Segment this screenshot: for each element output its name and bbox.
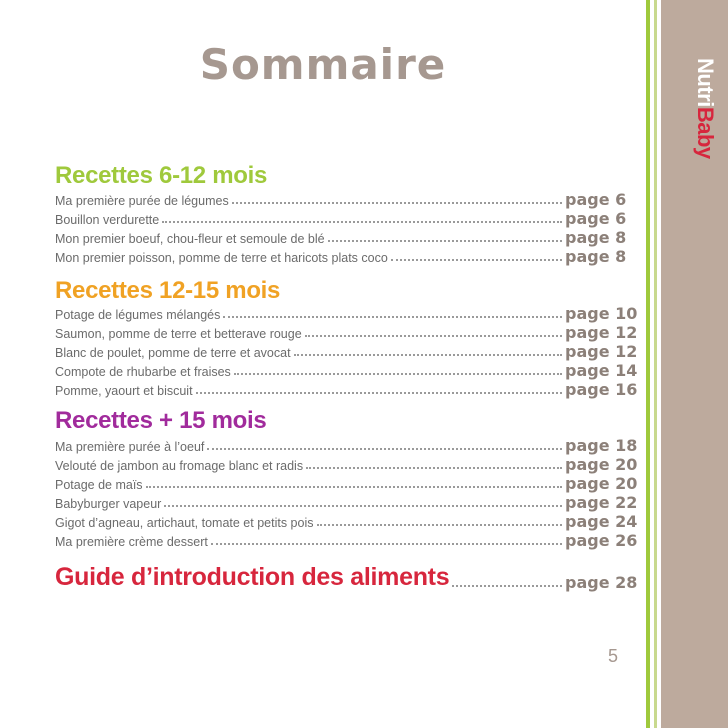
toc-label: Pomme, yaourt et biscuit — [55, 384, 193, 398]
toc-page: page 18 — [565, 436, 638, 455]
toc-row[interactable] — [55, 360, 638, 380]
dot-leader — [328, 240, 562, 242]
brand-logo — [670, 58, 718, 188]
page-title: Sommaire — [199, 40, 447, 89]
toc-label: Saumon, pomme de terre et betterave rouge — [55, 327, 302, 341]
toc-row[interactable] — [55, 322, 638, 342]
dot-leader — [223, 316, 562, 318]
toc-row[interactable] — [55, 379, 638, 399]
green-stripe — [646, 0, 650, 728]
toc-row[interactable] — [55, 303, 638, 323]
guide-label: Guide d’introduction des aliments — [55, 563, 450, 591]
dot-leader — [317, 524, 563, 526]
toc-page: page 26 — [565, 531, 638, 550]
toc-row[interactable] — [55, 208, 635, 228]
toc-label: Ma première purée de légumes — [55, 194, 229, 208]
toc-page: page 20 — [565, 455, 638, 474]
brand-part-2: Baby — [693, 106, 718, 159]
toc-row[interactable] — [55, 435, 638, 455]
brand-part-1: Nutri — [693, 58, 718, 107]
toc-label: Mon premier boeuf, chou-fleur et semoule de blé — [55, 232, 325, 246]
toc-label: Ma première purée à l’oeuf — [55, 440, 205, 454]
toc-row[interactable] — [55, 227, 635, 247]
light-green-stripe — [654, 0, 657, 728]
toc-row[interactable] — [55, 246, 635, 266]
dot-leader — [162, 221, 562, 223]
toc-label: Babyburger vapeur — [55, 497, 162, 511]
toc-row[interactable] — [55, 341, 638, 361]
dot-leader — [306, 467, 562, 469]
dot-leader — [196, 392, 562, 394]
toc-row[interactable] — [55, 473, 638, 493]
dot-leader — [207, 448, 562, 450]
toc-row-guide[interactable] — [55, 562, 638, 592]
toc-page: page 22 — [565, 493, 638, 512]
toc-page: page 10 — [565, 304, 638, 323]
dot-leader — [305, 335, 562, 337]
toc-page: page 24 — [565, 512, 638, 531]
section-heading-6-12: Recettes 6-12 mois — [55, 162, 268, 189]
toc-page: page 16 — [565, 380, 638, 399]
section-heading-12-15: Recettes 12-15 mois — [55, 277, 281, 304]
dot-leader — [294, 354, 562, 356]
brand-text — [692, 58, 718, 159]
toc-label: Ma première crème dessert — [55, 535, 208, 549]
dot-leader — [211, 543, 562, 545]
dot-leader — [234, 373, 562, 375]
dot-leader — [232, 202, 562, 204]
dot-leader — [452, 585, 562, 587]
toc-page: page 6 — [565, 209, 627, 228]
toc-page: page 20 — [565, 474, 638, 493]
toc-label: Potage de maïs — [55, 478, 143, 492]
toc-label: Compote de rhubarbe et fraises — [55, 365, 231, 379]
toc-row[interactable] — [55, 189, 635, 209]
toc-page: page 12 — [565, 323, 638, 342]
toc-label: Velouté de jambon au fromage blanc et radis — [55, 459, 304, 473]
toc-label: Bouillon verdurette — [55, 213, 160, 227]
toc-row[interactable] — [55, 454, 638, 474]
toc-page: page 8 — [565, 228, 627, 247]
toc-page: page 8 — [565, 247, 627, 266]
guide-page: page 28 — [565, 573, 638, 592]
toc-label: Potage de légumes mélangés — [55, 308, 221, 322]
section-heading-15-plus: Recettes + 15 mois — [55, 407, 267, 434]
toc-label: Mon premier poisson, pomme de terre et haricots plats coco — [55, 251, 388, 265]
toc-row[interactable] — [55, 492, 638, 512]
dot-leader — [164, 505, 562, 507]
toc-page: page 6 — [565, 190, 627, 209]
toc-row[interactable] — [55, 511, 638, 531]
toc-label: Blanc de poulet, pomme de terre et avocat — [55, 346, 291, 360]
toc-page: page 12 — [565, 342, 638, 361]
page-number: 5 — [608, 646, 619, 666]
dot-leader — [146, 486, 562, 488]
toc-label: Gigot d’agneau, artichaut, tomate et petits pois — [55, 516, 314, 530]
toc-row[interactable] — [55, 530, 638, 550]
toc-page: page 14 — [565, 361, 638, 380]
dot-leader — [391, 259, 562, 261]
